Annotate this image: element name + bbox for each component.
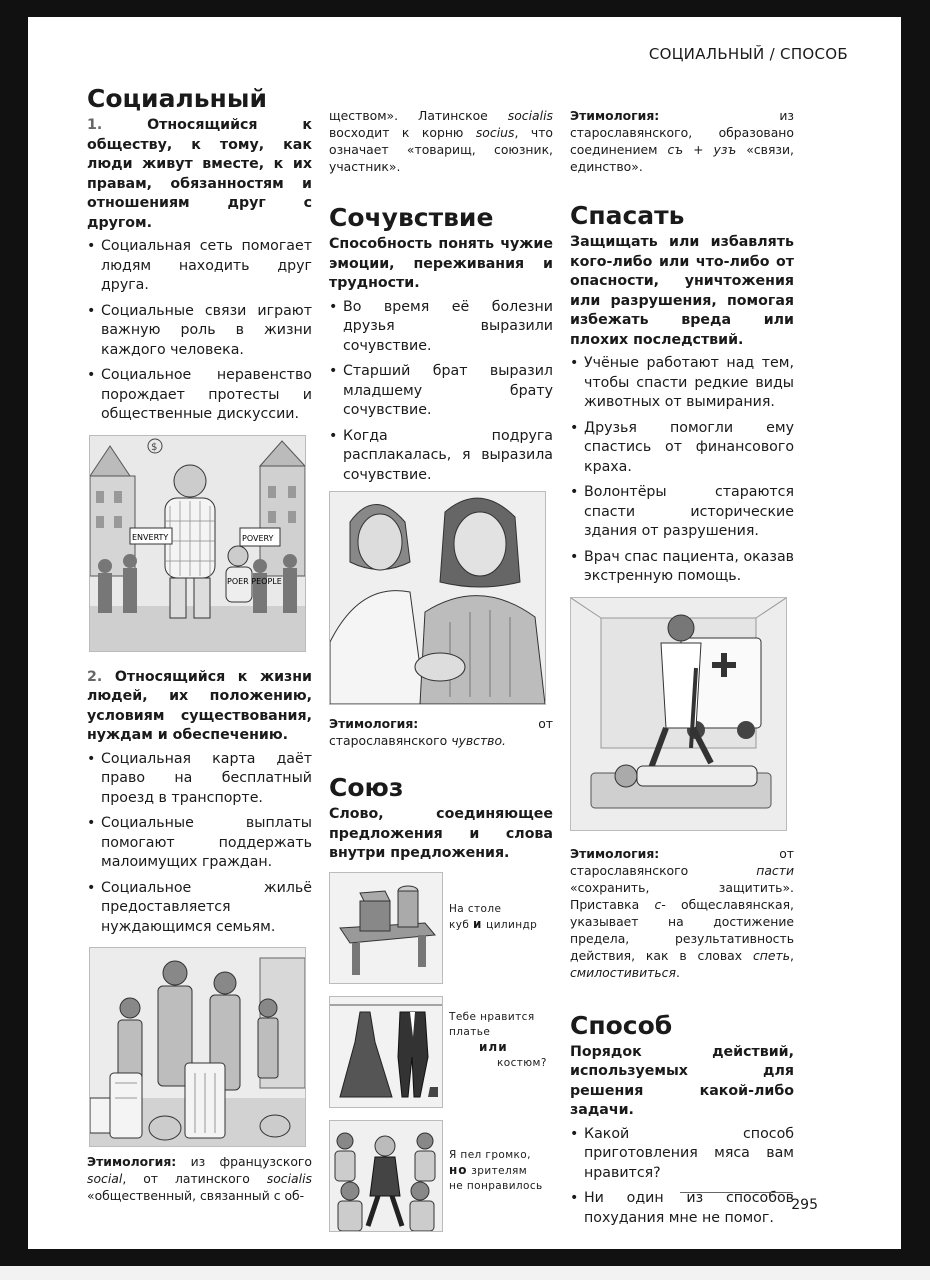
social-sense-1-examples: [87, 237, 312, 425]
social-sense-2-examples: [87, 750, 312, 938]
etymology-text: , от латинского: [122, 1171, 250, 1186]
save-etymology: [570, 845, 794, 981]
save-definition: Защищать или избавлять кого-либо или что-либо от опасности, уничтожения или разрушения, помогая избежать вреда или плохих последствий.: [570, 234, 794, 348]
conjunction: и: [472, 916, 483, 931]
method-definition: Порядок действий, используемых для решения какой-либо задачи.: [570, 1043, 794, 1118]
entry-title-sympathy: Сочувствие: [329, 203, 494, 232]
footer-rule: [680, 1192, 793, 1193]
save-examples: [570, 354, 794, 587]
illustration-singer-audience: [329, 1120, 443, 1232]
etymology-word: socialis: [266, 1171, 312, 1186]
social-sense-2-definition: [87, 668, 312, 746]
conjunction: или: [479, 1039, 508, 1054]
etymology-word: с-: [654, 896, 666, 912]
union-etymology: [570, 107, 794, 175]
etymology-text: восходит к корню: [329, 125, 464, 140]
example-item: • Врач спас пациента, оказав экстренную помощь.: [570, 548, 794, 587]
etymology-text: от старославянского: [570, 845, 794, 878]
example-item: • Учёные работают над тем, чтобы спасти редкие виды животных от вымирания.: [570, 354, 794, 413]
illustration-dress-suit: [329, 996, 443, 1108]
example-item: • Ни один из способов похудания мне не помог.: [570, 1189, 794, 1228]
sign-label: POVERY: [242, 533, 274, 543]
method-examples: [570, 1125, 794, 1229]
sympathy-definition: Способность понять чужие эмоции, переживания и трудности.: [329, 236, 553, 291]
illustration-protest-crowd: [89, 435, 306, 652]
caption-dress: [449, 1010, 547, 1071]
caption-line: не понравилось: [449, 1179, 543, 1192]
example-item: • Старший брат выразил младшему брату сочувствие.: [329, 362, 553, 421]
etymology-word: socialis: [507, 108, 553, 123]
example-item: • Социальное неравенство порождает протесты и общественные дискуссии.: [87, 366, 312, 425]
social-etymology-continued: [329, 107, 553, 175]
svg-text:$: $: [151, 441, 158, 453]
etymology-text: .: [675, 964, 680, 980]
etymology-text-continued-end: ществом». Латинское: [329, 108, 488, 123]
etymology-word: съ + узъ: [667, 142, 737, 157]
etymology-text: , что означает «товарищ, союзник, участник».: [329, 125, 553, 174]
caption-cube: [449, 902, 537, 933]
caption-line: На столе: [449, 902, 502, 915]
caption-line: [449, 1040, 547, 1056]
etymology-text: от старославянского: [329, 716, 553, 748]
sympathy-etymology: [329, 715, 553, 749]
etymology-word: чувство.: [451, 733, 506, 748]
illustration-family-with-luggage: [89, 947, 306, 1147]
entry-title-social: Социальный: [87, 84, 267, 113]
definition-text: Относящийся к жизни людей, их положению, условиям существования, нуждам и обеспечению.: [87, 668, 312, 743]
example-item: • Социальное жильё предоставляется нуждающимся семьям.: [87, 879, 312, 938]
etymology-text: «сохранить, защитить». Приставка: [570, 879, 794, 912]
sympathy-examples: [329, 298, 553, 486]
sense-number: 2.: [87, 668, 103, 685]
union-definition: Слово, соединяющее предложения и слова внутри предложения.: [329, 806, 553, 861]
etymology-word: спеть: [752, 947, 791, 963]
etymology-text-continued-start: «общественный, связанный с об-: [87, 1188, 305, 1203]
illustration-cube-cylinder: [329, 872, 443, 984]
etymology-label: Этимология:: [329, 716, 419, 731]
union-example-cube: [329, 872, 553, 984]
entry-title-save: Спасать: [570, 201, 685, 230]
entry-title-union: Союз: [329, 773, 404, 802]
union-example-singer: [329, 1120, 553, 1232]
example-item: • Когда подруга расплакалась, я выразила сочувствие.: [329, 427, 553, 486]
caption-line: [449, 1163, 543, 1179]
caption-line: Я пел громко,: [449, 1148, 531, 1161]
caption-line: костюм?: [497, 1056, 547, 1069]
etymology-text: ,: [790, 947, 794, 963]
caption-line: Тебе нравится: [449, 1010, 535, 1023]
etymology-word: socius: [475, 125, 515, 140]
caption-singer: [449, 1148, 543, 1194]
etymology-label: Этимология:: [87, 1154, 177, 1169]
union-example-dress: [329, 996, 553, 1108]
example-item: • Во время её болезни друзья выразили сочувствие.: [329, 298, 553, 357]
example-item: • Социальная сеть помогает людям находить друг друга.: [87, 237, 312, 296]
example-item: • Какой способ приготовления мяса вам нравится?: [570, 1125, 794, 1184]
example-item: • Волонтёры стараются спасти исторические здания от разрушения.: [570, 483, 794, 542]
illustration-doctor-cpr: [570, 597, 787, 831]
social-sense-1-definition: [87, 116, 312, 233]
column-1: [87, 84, 312, 1204]
caption-line: [449, 917, 537, 933]
etymology-text: из старославянского, образовано соединением: [570, 108, 794, 157]
etymology-text: общеславянская, указывает на достижение предела, результативность действия, как в словах: [570, 896, 794, 963]
caption-word: зрителям: [471, 1164, 528, 1177]
sign-label: POER PEOPLE: [227, 576, 282, 586]
definition-text: Относящийся к обществу, к тому, как люди живут вместе, к их правам, обязанностям и отношениям друг с другом.: [87, 117, 312, 231]
etymology-label: Этимология:: [570, 845, 660, 861]
conjunction: но: [449, 1162, 468, 1177]
running-header: СОЦИАЛЬНЫЙ / СПОСОБ: [648, 45, 848, 63]
example-item: • Социальные выплаты помогают поддержать малоимущих граждан.: [87, 814, 312, 873]
entry-title-method: Способ: [570, 1010, 673, 1040]
social-etymology: [87, 1153, 312, 1204]
page-number: 295: [791, 1197, 818, 1213]
column-3: [570, 107, 794, 1234]
etymology-word: смилостивиться: [570, 964, 676, 980]
etymology-word: social: [87, 1171, 123, 1186]
example-item: • Социальная карта даёт право на бесплатный проезд в транспорте.: [87, 750, 312, 809]
caption-word: цилиндр: [486, 918, 538, 931]
bottom-strip: [0, 1266, 930, 1280]
etymology-text: из французского: [190, 1154, 312, 1169]
etymology-word: пасти: [756, 862, 794, 878]
example-item: • Социальные связи играют важную роль в жизни каждого человека.: [87, 302, 312, 361]
etymology-text: «связи, единство».: [570, 142, 794, 174]
illustration-comforting-friend: [329, 491, 546, 705]
sign-label: ENVERTY: [132, 532, 169, 542]
caption-word: куб: [449, 918, 470, 931]
example-item: • Друзья помогли ему спастись от финансового краха.: [570, 419, 794, 478]
sense-number: 1.: [87, 117, 103, 133]
etymology-label: Этимология:: [570, 108, 660, 123]
caption-line: платье: [449, 1025, 491, 1038]
column-2: [329, 107, 553, 1232]
